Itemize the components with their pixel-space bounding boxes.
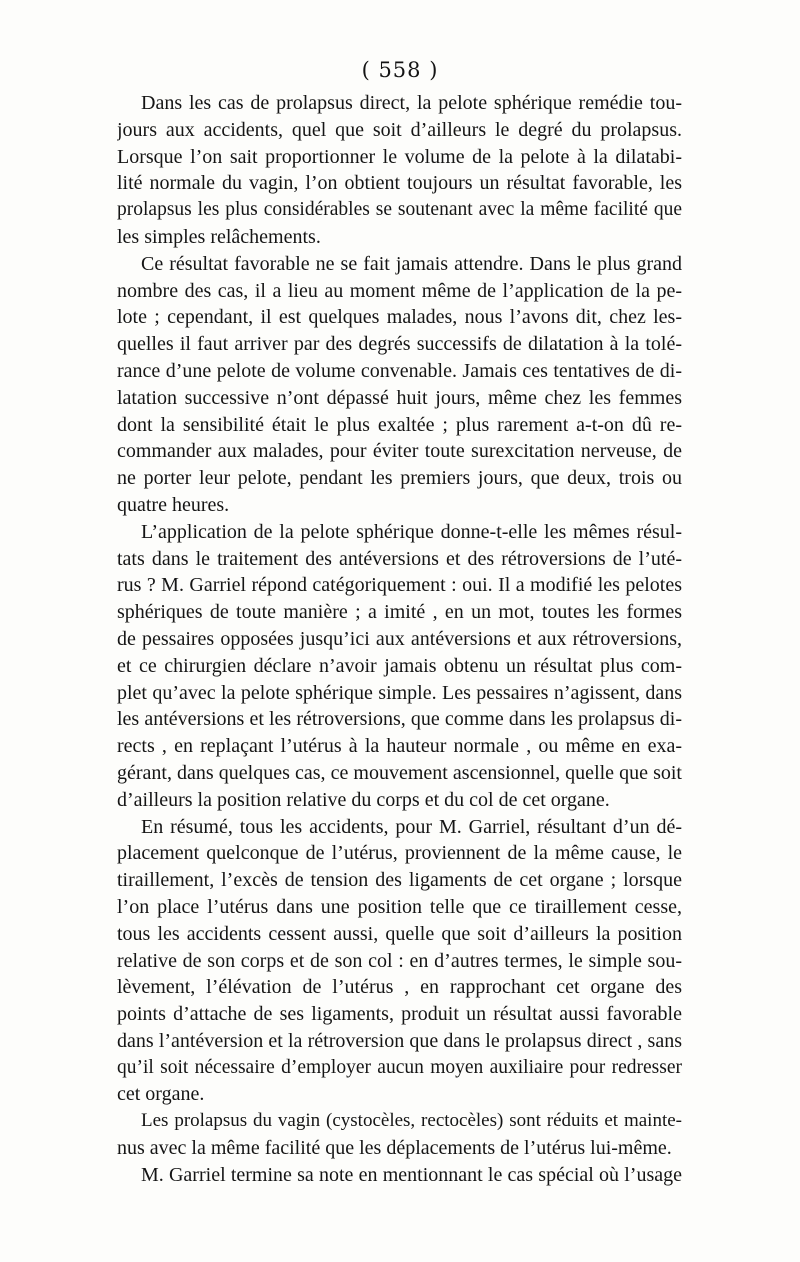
text-line: quelles il faut arriver par des degrés successifs de dilatation à la tolé- (117, 333, 682, 356)
text-line: gérant, dans quelques cas, ce mouvement ascensionnel, quelle que soit (117, 761, 682, 784)
text-line: Dans les cas de prolapsus direct, la pelote sphérique remédie tou- (141, 92, 682, 114)
text-line: de pessaires opposées jusqu’ici aux antéversions et aux rétroversions, (117, 627, 682, 650)
paragraph-3 (117, 519, 682, 814)
text-line: ne porter leur pelote, pendant les premiers jours, que deux, trois ou (117, 467, 682, 490)
text-line: d’ailleurs la position relative du corps et du col de cet organe. (117, 788, 610, 811)
body-text (117, 90, 682, 1189)
text-line: rance d’une pelote de volume convenable. Jamais ces tentatives de di- (117, 359, 682, 382)
text-line: M. Garriel termine sa note en mentionnant le cas spécial où l’usage (141, 1163, 682, 1186)
text-line: cet organe. (117, 1083, 205, 1106)
text-line: Ce résultat favorable ne se fait jamais attendre. Dans le plus grand (141, 252, 682, 275)
text-line: rects , en replaçant l’utérus à la hauteur normale , ou même en exa- (117, 735, 682, 758)
text-line: L’application de la pelote sphérique donne-t-elle les mêmes résul- (141, 520, 682, 543)
text-line: nombre des cas, il a lieu au moment même de l’application de la pe- (117, 279, 682, 302)
text-line: points d’attache de ses ligaments, produit un résultat aussi favorable (117, 1003, 682, 1026)
text-line: Les prolapsus du vagin (cystocèles, rectocèles) sont réduits et mainte- (141, 1110, 682, 1132)
text-line: plet qu’avec la pelote sphérique simple. Les pessaires n’agissent, dans (117, 681, 682, 704)
text-line: l’on place l’utérus dans une position telle que ce tiraillement cesse, (117, 895, 682, 918)
page-number: ( 558 ) (361, 58, 439, 82)
text-line: quatre heures. (117, 493, 230, 516)
text-line: qu’il soit nécessaire d’employer aucun moyen auxiliaire pour redresser (117, 1056, 682, 1078)
text-line: prolapsus les plus considérables se soutenant avec la même facilité que (117, 199, 682, 221)
text-line: latation successive n’ont dépassé huit jours, même chez les femmes (117, 386, 682, 409)
paragraph-4 (117, 814, 682, 1109)
text-line: nus avec la même facilité que les déplacements de l’utérus lui-même. (117, 1137, 672, 1160)
paragraph-2 (117, 251, 682, 519)
text-line: Lorsque l’on sait proportionner le volume de la pelote à la dilatabi- (117, 145, 682, 168)
text-line: En résumé, tous les accidents, pour M. Garriel, résultant d’un dé- (141, 815, 682, 838)
paragraph-5 (117, 1108, 682, 1162)
text-line: lèvement, l’élévation de l’utérus , en rapprochant cet organe des (117, 976, 682, 999)
text-line: les simples relâchements. (117, 225, 321, 248)
text-line: tats dans le traitement des antéversions et des rétroversions de l’uté- (117, 547, 682, 570)
text-line: rus ? M. Garriel répond catégoriquement : oui. Il a modifié les pelotes (117, 574, 682, 597)
text-line: tiraillement, l’excès de tension des ligaments de cet organe ; lorsque (117, 869, 682, 892)
text-line: jours aux accidents, quel que soit d’ailleurs le degré du prolapsus. (117, 118, 682, 141)
text-line: sphériques de toute manière ; a imité , en un mot, toutes les formes (117, 601, 682, 624)
text-line: placement quelconque de l’utérus, proviennent de la même cause, le (117, 842, 682, 865)
text-line: dont la sensibilité était le plus exaltée ; plus rarement a-t-on dû re- (117, 413, 682, 436)
text-line: et ce chirurgien déclare n’avoir jamais obtenu un résultat plus com- (117, 654, 682, 677)
text-line: commander aux malades, pour éviter toute surexcitation nerveuse, de (117, 440, 682, 463)
text-line: lité normale du vagin, l’on obtient toujours un résultat favorable, les (117, 172, 682, 195)
text-line: dans l’antéversion et la rétroversion que dans le prolapsus direct , sans (117, 1029, 682, 1052)
paragraph-1 (117, 90, 682, 251)
text-line: lote ; cependant, il est quelques malades, nous l’avons dit, chez les- (117, 306, 682, 329)
text-line: relative de son corps et de son col : en d’autres termes, le simple sou- (117, 949, 682, 972)
paragraph-6 (117, 1162, 682, 1189)
text-line: les antéversions et les rétroversions, que comme dans les prolapsus di- (117, 708, 682, 731)
text-line: tous les accidents cessent aussi, quelle que soit d’ailleurs la position (117, 922, 682, 945)
